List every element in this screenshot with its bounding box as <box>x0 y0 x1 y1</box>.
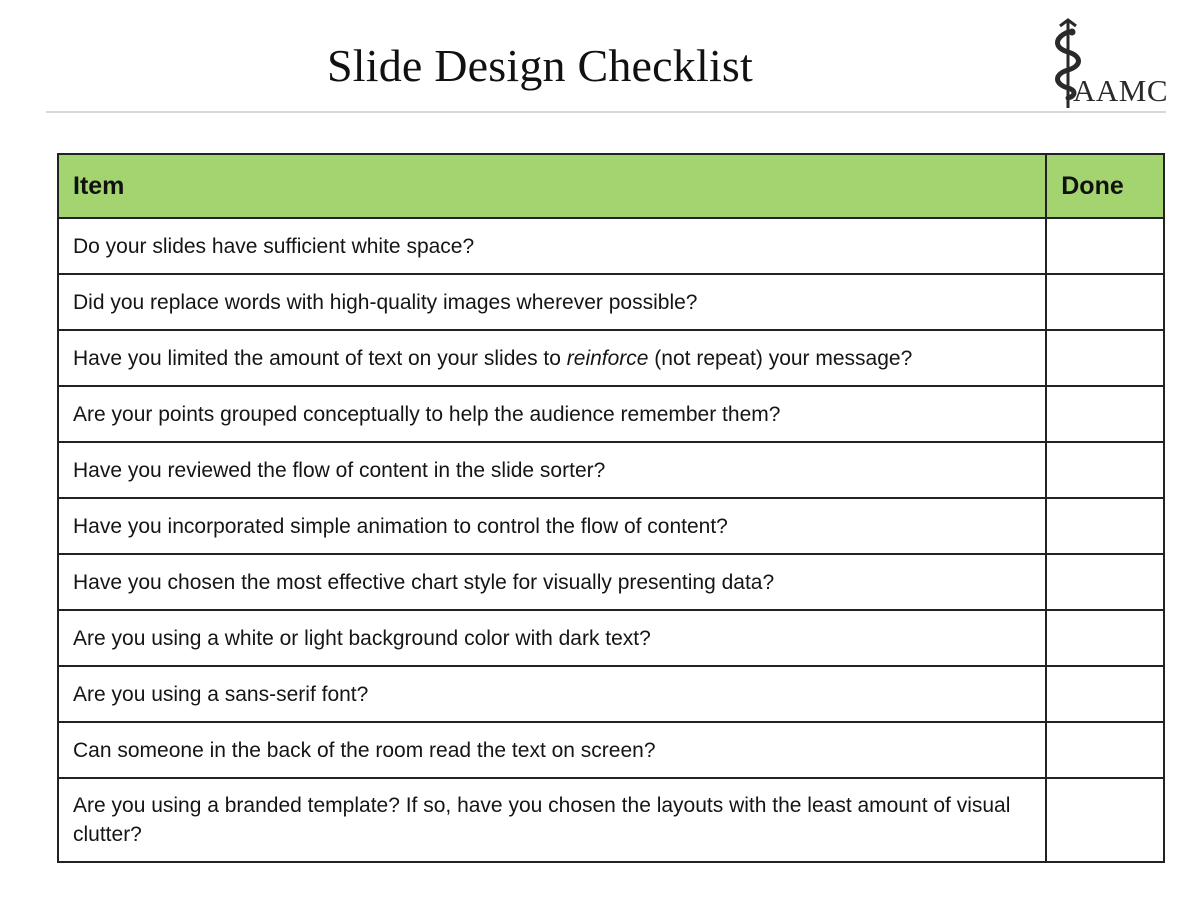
table-header-row <box>58 154 1164 218</box>
done-cell[interactable] <box>1046 442 1164 498</box>
logo-wordmark: AAMC <box>1073 73 1169 108</box>
item-cell: Are you using a white or light background color with dark text? <box>58 610 1046 666</box>
table-row <box>58 610 1164 666</box>
item-cell: Did you replace words with high-quality images wherever possible? <box>58 274 1046 330</box>
done-cell[interactable] <box>1046 778 1164 862</box>
table-row <box>58 778 1164 862</box>
item-cell: Have you incorporated simple animation to control the flow of content? <box>58 498 1046 554</box>
item-text-start: Have you limited the amount of text on your slides to <box>73 346 567 370</box>
table-row <box>58 666 1164 722</box>
page-title: Slide Design Checklist <box>326 40 754 91</box>
checklist-table <box>57 153 1165 863</box>
item-cell: Do your slides have sufficient white space? <box>58 218 1046 274</box>
item-cell: Are you using a branded template? If so, have you chosen the layouts with the least amount of visual clutter? <box>58 778 1046 862</box>
item-text-emphasis: reinforce <box>566 346 649 370</box>
done-cell[interactable] <box>1046 610 1164 666</box>
done-cell[interactable] <box>1046 386 1164 442</box>
title-divider <box>46 111 1166 113</box>
item-text-end: (not repeat) your message? <box>648 346 913 370</box>
done-cell[interactable] <box>1046 330 1164 386</box>
item-cell <box>58 330 1046 386</box>
table-row <box>58 554 1164 610</box>
item-cell: Can someone in the back of the room read the text on screen? <box>58 722 1046 778</box>
item-cell: Have you reviewed the flow of content in the slide sorter? <box>58 442 1046 498</box>
table-row <box>58 442 1164 498</box>
table-row <box>58 498 1164 554</box>
table-row <box>58 218 1164 274</box>
done-cell[interactable] <box>1046 722 1164 778</box>
table-row <box>58 330 1164 386</box>
table-row <box>58 274 1164 330</box>
done-cell[interactable] <box>1046 498 1164 554</box>
table-row <box>58 386 1164 442</box>
done-cell[interactable] <box>1046 218 1164 274</box>
done-cell[interactable] <box>1046 274 1164 330</box>
item-cell: Are you using a sans-serif font? <box>58 666 1046 722</box>
done-cell[interactable] <box>1046 666 1164 722</box>
table-row <box>58 722 1164 778</box>
done-cell[interactable] <box>1046 554 1164 610</box>
column-header-item: Item <box>58 154 1046 218</box>
column-header-done: Done <box>1046 154 1164 218</box>
item-cell: Have you chosen the most effective chart style for visually presenting data? <box>58 554 1046 610</box>
item-cell: Are your points grouped conceptually to help the audience remember them? <box>58 386 1046 442</box>
